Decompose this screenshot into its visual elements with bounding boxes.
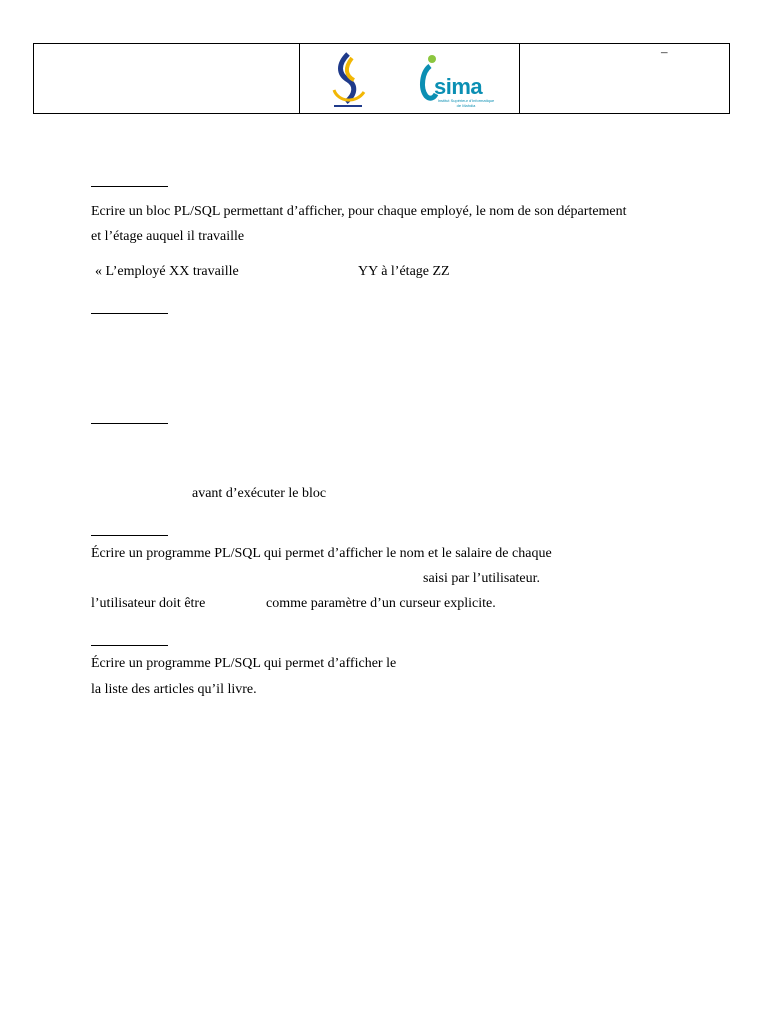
isima-logo — [416, 52, 496, 110]
isima-logo-subtitle: Institut Supérieur d'Informatique de Mahdia — [437, 98, 495, 108]
exercise-1-example-right: YY à l’étage ZZ — [358, 264, 450, 279]
exercise-4-line-3-right: comme paramètre d’un curseur explicite. — [266, 596, 496, 611]
header-cell-left — [34, 44, 300, 113]
exercise-5-heading-rule — [91, 645, 168, 646]
header-cell-logos — [300, 44, 520, 113]
exercise-3-heading-rule — [91, 423, 168, 424]
exercise-1-heading-rule — [91, 186, 168, 187]
exercise-1-line-1: Ecrire un bloc PL/SQL permettant d’afficher, pour chaque employé, le nom de son département — [91, 204, 627, 219]
header-table — [33, 43, 730, 114]
exercise-4-heading-rule — [91, 535, 168, 536]
exercise-4-line-1: Écrire un programme PL/SQL qui permet d’afficher le nom et le salaire de chaque — [91, 546, 552, 561]
exercise-2-heading-rule — [91, 313, 168, 314]
university-logo-icon — [326, 50, 370, 110]
header-dash: – — [661, 44, 668, 59]
exercise-4-line-3-left: l’utilisateur doit être — [91, 596, 206, 611]
exercise-4-line-2: saisi par l’utilisateur. — [423, 571, 541, 586]
exercise-1-line-2: et l’étage auquel il travaille — [91, 229, 245, 244]
exercise-5-line-1: Écrire un programme PL/SQL qui permet d’afficher le — [91, 656, 397, 671]
header-cell-right — [520, 44, 729, 113]
exercise-5-line-2: la liste des articles qu’il livre. — [91, 682, 257, 697]
exercise-3-fragment: avant d’exécuter le bloc — [192, 486, 327, 501]
isima-logo-word: sima — [434, 74, 483, 99]
exercise-1-example-left: « L’employé XX travaille — [95, 264, 239, 279]
